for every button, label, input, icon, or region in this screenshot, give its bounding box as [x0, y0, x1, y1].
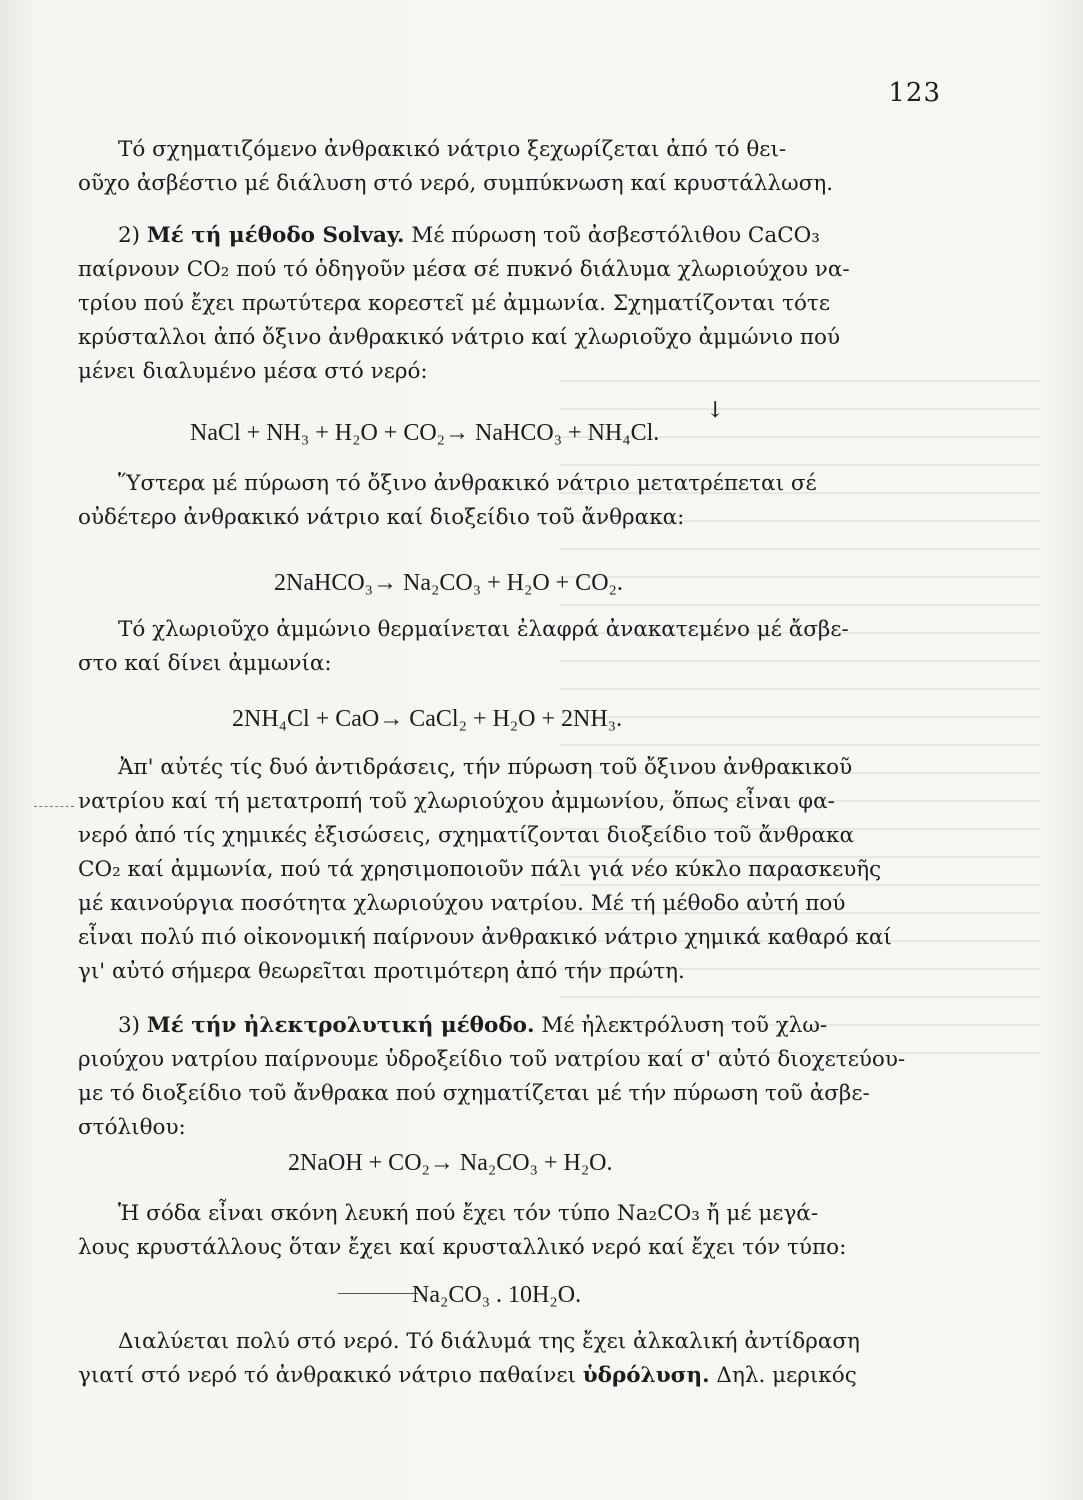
text-line-10: οὐδέτερο ἀνθρακικό νάτριο καί διοξείδιο τοῦ ἄνθρακα:: [78, 505, 685, 530]
text-line-27: Ἡ σόδα εἶναι σκόνη λευκή πού ἔχει τόν τύπο Na₂CO₃ ἤ μέ μεγά-: [118, 1201, 819, 1226]
precipitate-arrow-icon: ↓: [706, 398, 725, 423]
text-line-16: νατρίου καί τή μετατροπή τοῦ χλωριούχου ἀμμωνίου, ὅπως εἶναι φα-: [78, 789, 835, 814]
text-line-28: λους κρυστάλλους ὅταν ἔχει καί κρυσταλλικό νερό καί ἔχει τόν τύπο:: [78, 1235, 847, 1260]
equation-decahydrate: Na₂CO₃ . 10H₂O.: [412, 1282, 582, 1308]
text-line-13: στο καί δίνει ἀμμωνία:: [78, 651, 332, 676]
text-line-7: μένει διαλυμένο μέσα στό νερό:: [78, 359, 428, 384]
text-line-30: Διαλύεται πολύ στό νερό. Τό διάλυμά της ἔχει ἀλκαλική ἀντίδραση: [118, 1329, 860, 1354]
text-line-5: τρίου πού ἔχει πρωτύτερα κορεστεῖ μέ ἀμμωνία. Σχηματίζονται τότε: [78, 291, 830, 316]
text-line-2: οῦχο ἀσβέστιο μέ διάλυση στό νερό, συμπύκνωση καί κρυστάλλωση.: [78, 171, 834, 196]
text-line-21: γι' αὐτό σήμερα θεωρεῖται προτιμότερη ἀπό τήν πρώτη.: [78, 959, 685, 984]
text-line-12: Τό χλωριοῦχο ἀμμώνιο θερμαίνεται ἐλαφρά ἀνακατεμένο μέ ἄσβε-: [118, 617, 849, 642]
text-line-15: Ἀπ' αὐτές τίς δυό ἀντιδράσεις, τήν πύρωση τοῦ ὄξινου ἀνθρακικοῦ: [118, 755, 853, 780]
page-number: 123: [888, 78, 941, 108]
text-line-6: κρύσταλλοι ἀπό ὄξινο ἀνθρακικό νάτριο καί χλωριοῦχο ἀμμώνιο πού: [78, 325, 841, 350]
margin-mark: [34, 806, 74, 807]
text-line-17: νερό ἀπό τίς χημικές ἐξισώσεις, σχηματίζονται διοξείδιο τοῦ ἄνθρακα: [78, 823, 855, 848]
text-line-3: 2) Μέ τή μέθοδο Solvay. Μέ πύρωση τοῦ ἀσβεστόλιθου CaCO₃: [118, 223, 820, 248]
text-line-9: Ὕστερα μέ πύρωση τό ὄξινο ἀνθρακικό νάτριο μετατρέπεται σέ: [118, 471, 817, 496]
text-line-25: στόλιθου:: [78, 1115, 186, 1140]
text-line-20: εἶναι πολύ πιό οἰκονομική παίρνουν ἀνθρακικό νάτριο χημικά καθαρό καί: [78, 925, 892, 950]
text-line-22: 3) Μέ τήν ἠλεκτρολυτική μέθοδο. Μέ ἠλεκτρόλυση τοῦ χλω-: [118, 1013, 828, 1038]
text-line-24: με τό διοξείδιο τοῦ ἄνθρακα πού σχηματίζεται μέ τήν πύρωση τοῦ ἀσβε-: [78, 1081, 870, 1106]
equation-solvay: NaCl + NH₃ + H₂O + CO₂→ NaHCO₃ + NH₄Cl.: [190, 420, 660, 446]
equation-bicarbonate: 2NaHCO₃→ Na₂CO₃ + H₂O + CO₂.: [274, 570, 623, 596]
text-line-4: παίρνουν CO₂ πού τό ὁδηγοῦν μέσα σέ πυκνό διάλυμα χλωριούχου να-: [78, 257, 850, 282]
text-line-18: CO₂ καί ἀμμωνία, πού τά χρησιμοποιοῦν πάλι γιά νέο κύκλο παρασκευῆς: [78, 857, 882, 882]
text-line-23: ριούχου νατρίου παίρνουμε ὑδροξείδιο τοῦ νατρίου καί σ' αὐτό διοχετεύου-: [78, 1047, 906, 1072]
text-line-1: Τό σχηματιζόμενο ἀνθρακικό νάτριο ξεχωρίζεται ἀπό τό θει-: [118, 137, 787, 162]
text-line-19: μέ καινούργια ποσότητα χλωριούχου νατρίου. Μέ τή μέθοδο αὐτή πού: [78, 891, 846, 916]
equation-electrolytic: 2NaOH + CO₂→ Na₂CO₃ + H₂O.: [288, 1150, 613, 1176]
pen-stroke-mark: [338, 1293, 418, 1294]
text-line-31: γιατί στό νερό τό ἀνθρακικό νάτριο παθαίνει ὑδρόλυση. Δηλ. μερικός: [78, 1363, 857, 1388]
equation-ammonia: 2NH₄Cl + CaO→ CaCl₂ + H₂O + 2NH₃.: [232, 706, 623, 732]
